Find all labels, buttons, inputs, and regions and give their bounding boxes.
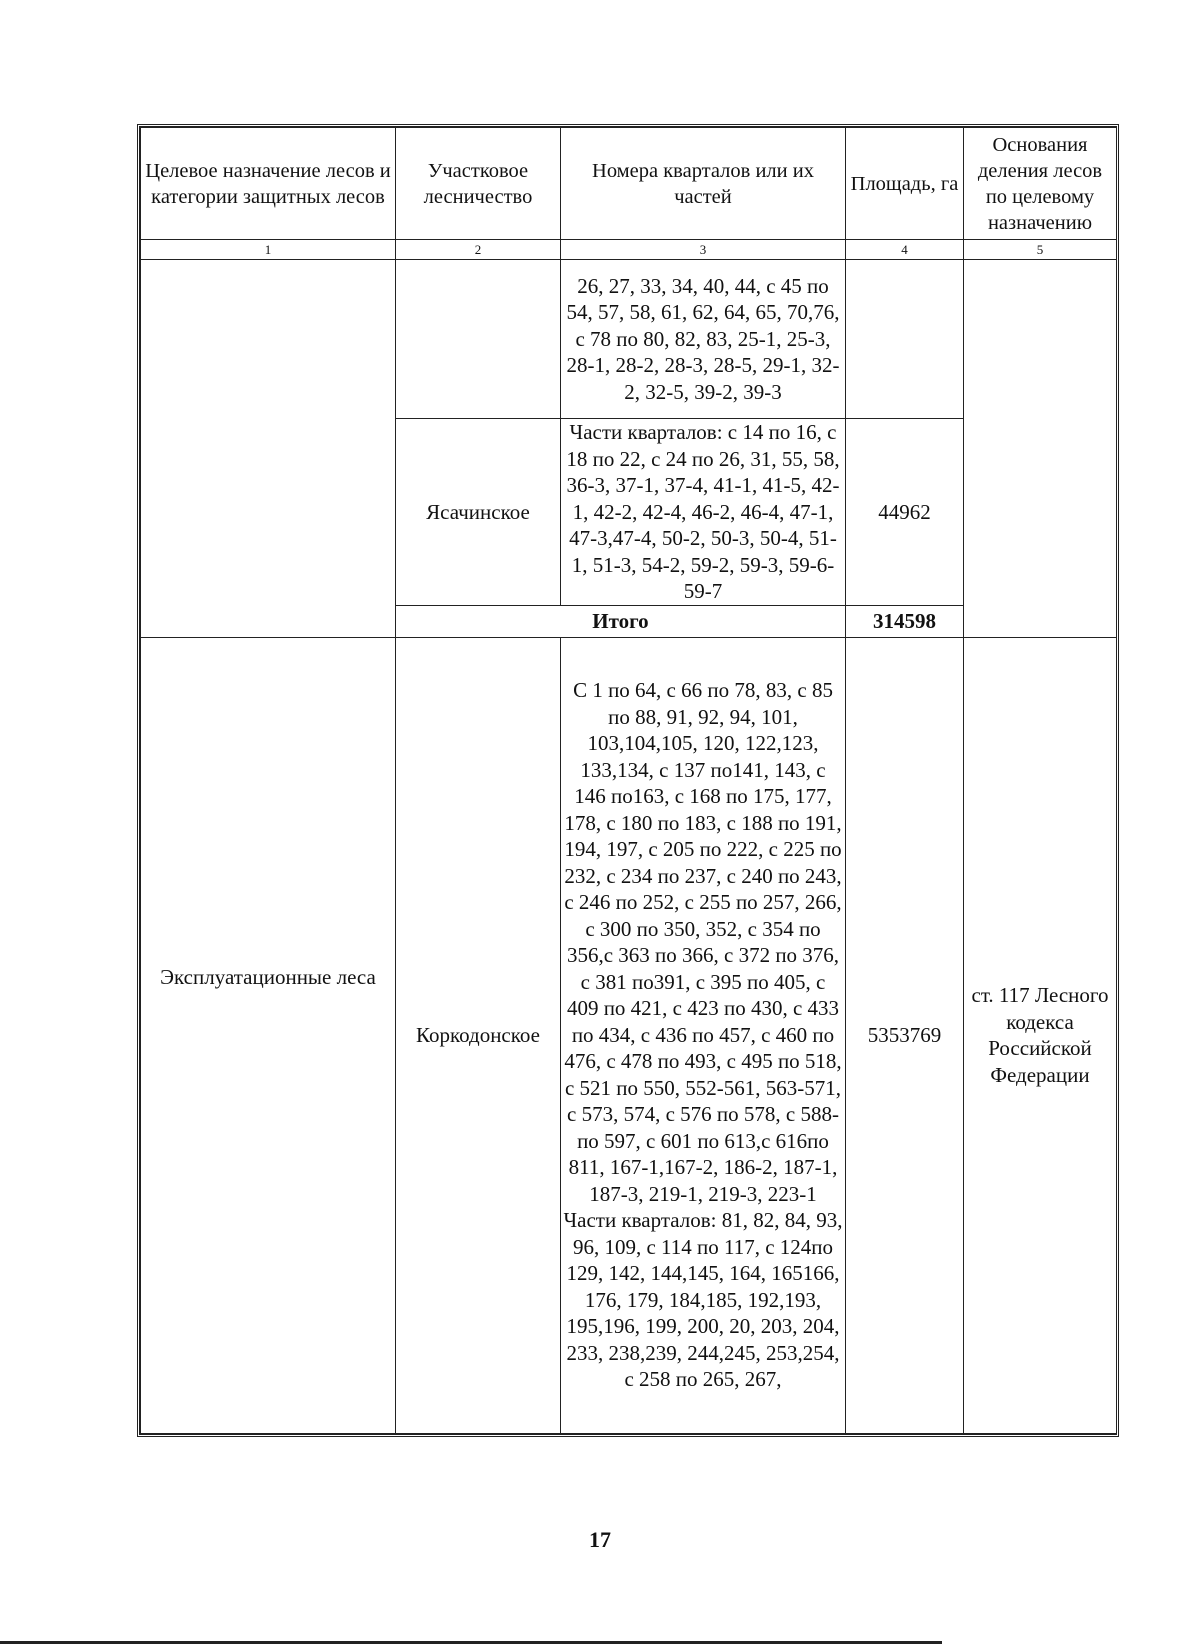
column-number: 3 — [561, 240, 846, 260]
bottom-rule — [0, 1641, 942, 1644]
purpose-cell: Эксплуатационные леса — [141, 637, 396, 1433]
header-row — [141, 128, 1117, 240]
forestry-cell: Коркодонское — [396, 637, 561, 1433]
purpose-cell-empty — [141, 260, 396, 638]
forestry-cell-empty — [396, 260, 561, 419]
quarters-cell: Части кварталов: с 14 по 16, с 18 по 22, с 24 по 26, 31, 55, 58, 36-3, 37-1, 37-4, 41-1, 41-5, 42-1, 42-2, 42-4, 46-2, 46-4, 47-1, 47-3,47-4, 50-2, 50-3, 50-4, 51-1, 51-3, 54-2, 59-2, 59-3, 59-6-59-7 — [561, 419, 846, 606]
quarters-list: С 1 по 64, с 66 по 78, 83, с 85 по 88, 91, 92, 94, 101, 103,104,105, 120, 122,123, 133,134, с 137 по141, 143, с 146 по163, с 168 по 175, 177, 178, с 180 по 183, с 188 по 191, 194, 197, с 205 по 222, с 225 по 232, с 234 по 237, с 240 по 243, с 246 по 252, с 255 по 257, 266, с 300 по 350, 352, с 354 по 356,с 363 по 366, с 372 по 376, с 381 по391, с 395 по 405, с 409 по 421, с 423 по 430, с 433 по 434, с 436 по 457, с 460 по 476, с 478 по 493, с 495 по 518, с 521 по 550, 552-561, 563-571, с 573, 574, с 576 по 578, с 588- по 597, с 601 по 613,с 616по 811, 167-1,167-2, 186-2, 187-1, 187-3, 219-1, 219-3, 223-1 — [564, 678, 842, 1206]
header-quarters: Номера кварталов или их частей — [561, 128, 846, 240]
area-cell: 5353769 — [846, 637, 964, 1433]
header-area: Площадь, га — [846, 128, 964, 240]
table-row — [141, 637, 1117, 1433]
column-number: 2 — [396, 240, 561, 260]
forestry-cell: Ясачинское — [396, 419, 561, 606]
quarters-parts-list: Части кварталов: 81, 82, 84, 93, 96, 109, с 114 по 117, с 124по 129, 142, 144,145, 164, 165166, 176, 179, 184,185, 192,193, 195,196, 199, 200, 20, 203, 204, 233, 238,239, 244,245, 253,254, с 258 по 265, 267, — [563, 1208, 843, 1392]
area-cell: 44962 — [846, 419, 964, 606]
column-number: 4 — [846, 240, 964, 260]
total-label: Итого — [396, 605, 846, 637]
quarters-cell: 26, 27, 33, 34, 40, 44, с 45 по 54, 57, 58, 61, 62, 64, 65, 70,76, с 78 по 80, 82, 83, 25-1, 25-3, 28-1, 28-2, 28-3, 28-5, 29-1, 32-2, 32-5, 39-2, 39-3 — [561, 260, 846, 419]
basis-cell: ст. 117 Лесного кодекса Российской Федерации — [964, 637, 1117, 1433]
column-number: 1 — [141, 240, 396, 260]
header-purpose: Целевое назначение лесов и категории защитных лесов — [141, 128, 396, 240]
basis-cell-empty — [964, 260, 1117, 638]
forest-division-table — [140, 127, 1117, 1434]
column-number-row — [141, 240, 1117, 260]
table-row — [141, 260, 1117, 419]
header-basis: Основания деления лесов по целевому назначению — [964, 128, 1117, 240]
page-number: 17 — [589, 1527, 611, 1552]
header-forestry: Участковое лесничество — [396, 128, 561, 240]
quarters-cell — [561, 637, 846, 1433]
forest-table-frame — [137, 124, 1119, 1437]
column-number: 5 — [964, 240, 1117, 260]
total-area: 314598 — [846, 605, 964, 637]
area-cell-empty — [846, 260, 964, 419]
